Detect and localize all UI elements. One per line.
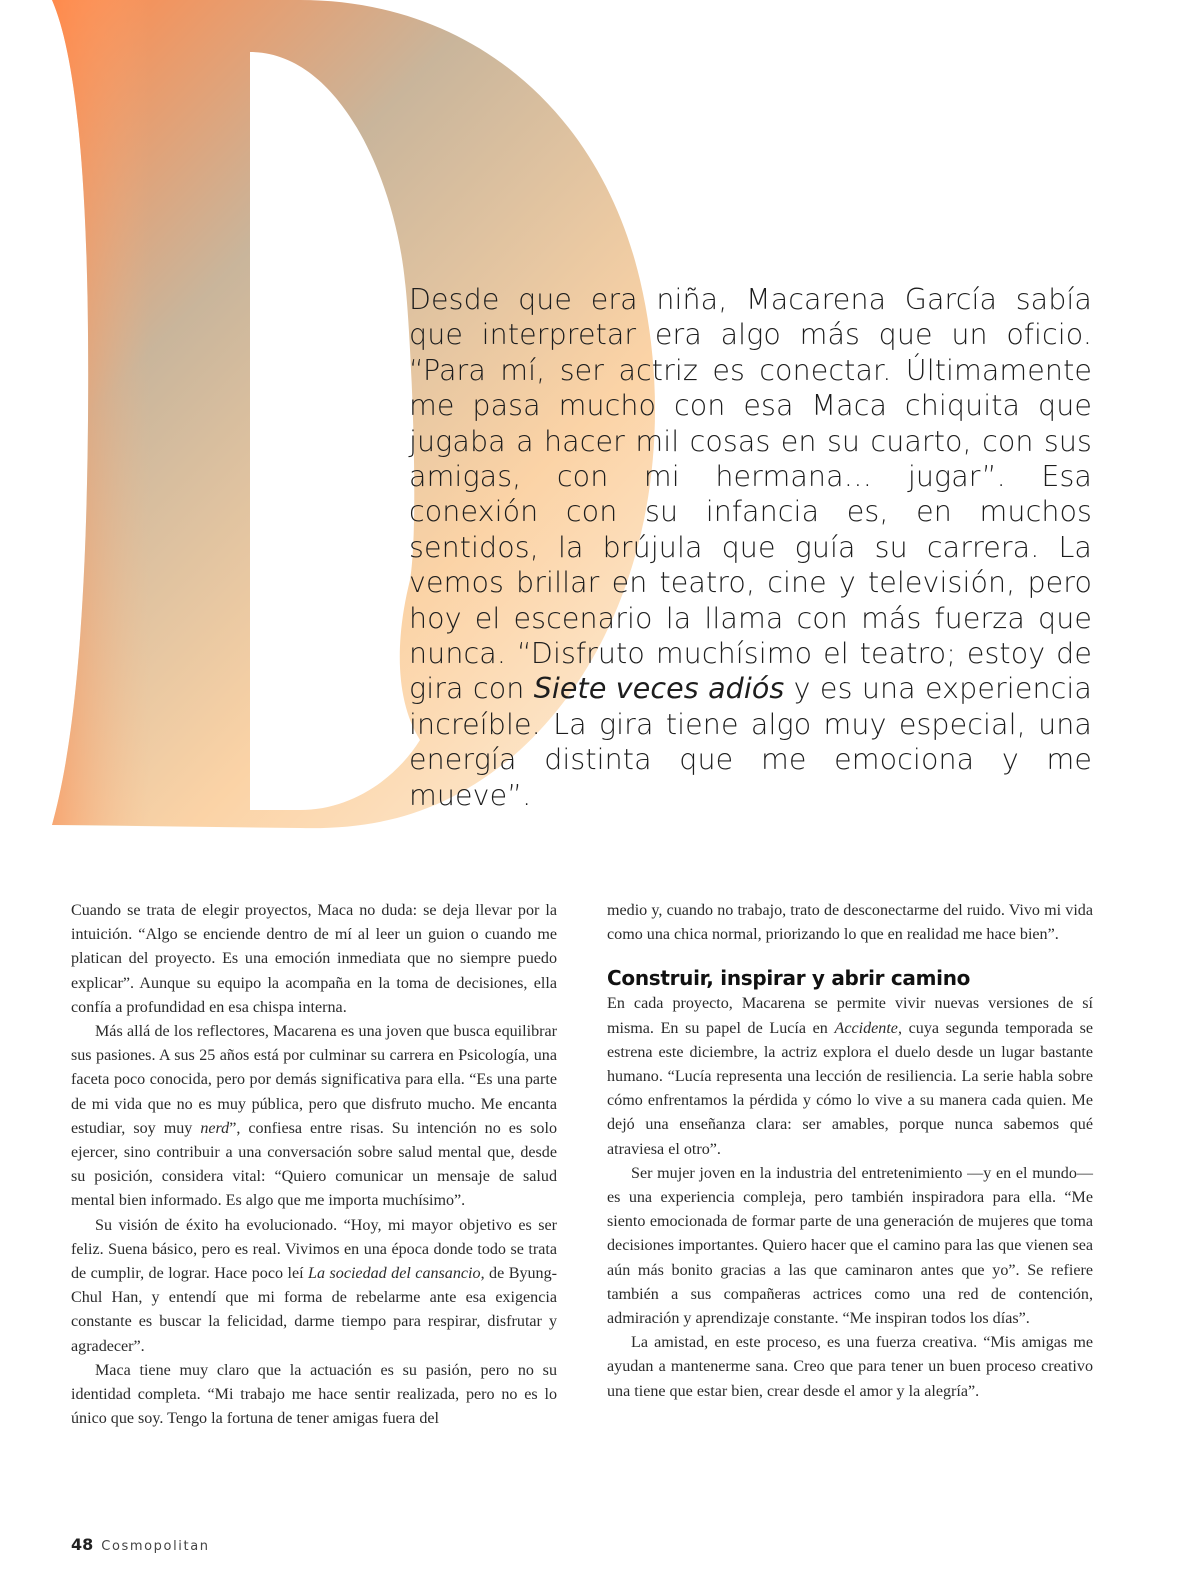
- page-footer: [71, 1535, 210, 1554]
- left-column: [71, 899, 557, 1431]
- body-text: Maca tiene muy claro que la actuación es su pasión, pero no su identidad completa. “Mi trabajo me hace sentir realizada, pero no es lo único que soy. Tengo la fortuna de tener amigas fuera del: [71, 1361, 557, 1428]
- body-text: Más allá de los reflectores, Macarena es una joven que busca equilibrar sus pasiones. A sus 25 años está por culminar su carrera en Psicología, una faceta poco conocida, pero por demás significativa para ella. “Es una parte de mi vida que no es muy pública, pero que disfruto mucho. Me encanta estudiar, soy muy: [71, 1023, 557, 1137]
- body-paragraph: [71, 1214, 557, 1359]
- magazine-name: Cosmopolitan: [101, 1539, 210, 1554]
- body-italic: Accidente: [834, 1019, 898, 1037]
- body-text: Cuando se trata de elegir proyectos, Maca no duda: se deja llevar por la intuición. “Algo se enciende dentro de mí al leer un guion o cuando me platican del proyecto. Es una emoción inmediata que no siempre puedo explicar”. Aunque su equipo la acompaña en la toma de decisiones, ella confía a profundidad en esa chispa interna.: [71, 902, 557, 1016]
- body-paragraph: [71, 1020, 557, 1214]
- body-text: En cada proyecto, Macarena se permite vivir nuevas versiones de sí misma. En su papel de Lucía en: [607, 995, 1093, 1037]
- body-text: La amistad, en este proceso, es una fuerza creativa. “Mis amigas me ayudan a mantenerme sana. Creo que para tener un buen proceso creativo una tiene que estar bien, crear desde el amor y la alegría”.: [607, 1334, 1093, 1400]
- page-number: 48: [71, 1535, 94, 1554]
- body-paragraph: [607, 899, 1093, 947]
- intro-text: Desde que era niña, Macarena García sabía que interpretar era algo más que un oficio. “Para mí, ser actriz es conectar. Últimamente me pasa mucho con esa Maca chiquita que jugaba a hacer mil cosas en su cuarto, con sus amigas, con mi hermana… jugar”. Esa conexión con su infancia es, en muchos sentidos, la brújula que guía su carrera. La vemos brillar en teatro, cine y televisión, pero hoy el escenario la llama con más fuerza que nunca. “Disfruto muchísimo el teatro; estoy de gira con: [409, 283, 1092, 706]
- intro-paragraph: [409, 282, 1092, 813]
- body-italic: La sociedad del cansancio: [308, 1265, 481, 1283]
- intro-text-end: y es una experiencia increíble. La gira tiene algo muy especial, una energía distinta que me emociona y me mueve”.: [409, 672, 1092, 812]
- body-italic: nerd: [200, 1119, 230, 1137]
- body-text: , de Byung-Chul Han, y entendí que mi forma de rebelarme ante esa exigencia constante es buscar la felicidad, darme tiempo para respirar, disfrutar y agradecer”.: [71, 1265, 557, 1355]
- dropcap-shade: [52, 0, 250, 825]
- body-paragraph: [71, 1359, 557, 1432]
- body-paragraph: [607, 1162, 1093, 1331]
- right-column: [607, 899, 1093, 1404]
- body-text: ”, confiesa entre risas. Su intención no es solo ejercer, sino contribuir a una conversación sobre salud mental que, desde su posición, considera vital: “Quiero comunicar un mensaje de salud mental bien informado. Es algo que me importa muchísimo”.: [71, 1119, 557, 1210]
- body-paragraph: [71, 899, 557, 1020]
- intro-title-italic: Siete veces adiós: [533, 672, 785, 706]
- body-paragraph: [607, 992, 1093, 1161]
- body-paragraph: [607, 1331, 1093, 1404]
- body-text: , cuya segunda temporada se estrena este diciembre, la actriz explora el duelo desde un lugar bastante humano. “Lucía representa una lección de resiliencia. La serie habla sobre cómo enfrentamos la pérdida y cómo lo vive a su manera cada quien. Me dejó una enseñanza clara: ser amables, porque nunca sabemos qué atraviesa el otro”.: [607, 1019, 1094, 1158]
- body-text: Su visión de éxito ha evolucionado. “Hoy, mi mayor objetivo es ser feliz. Suena básico, pero es real. Vivimos en una época donde todo se trata de cumplir, de lograr. Hace poco leí: [71, 1216, 557, 1283]
- body-text: Ser mujer joven en la industria del entretenimiento —y en el mundo— es una experiencia compleja, pero también inspiradora para ella. “Me siento emocionada de formar parte de una generación de mujeres que toma decisiones importantes. Quiero hacer que el camino para las que vienen sea aún más bonito gracias a las que caminaron antes que yo”. Se refiere también a sus compañeras actrices como una red de contención, admiración y aprendizaje constante. “Me inspiran todos los días”.: [607, 1164, 1093, 1328]
- body-text: medio y, cuando no trabajo, trato de desconectarme del ruido. Vivo mi vida como una chica normal, priorizando lo que en realidad me hace bien”.: [607, 902, 1093, 944]
- section-subheading: Construir, inspirar y abrir camino: [607, 966, 971, 991]
